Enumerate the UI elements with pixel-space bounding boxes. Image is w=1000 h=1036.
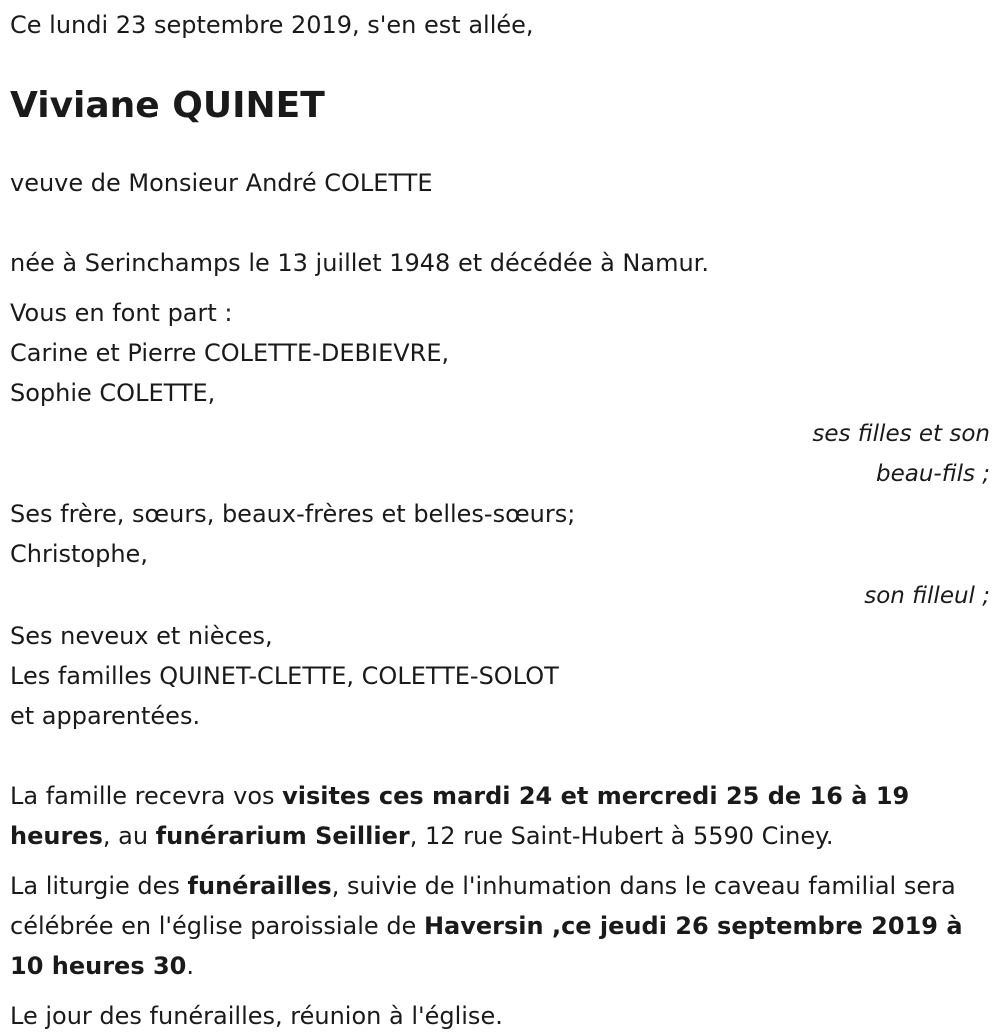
visits-paragraph [10, 776, 990, 856]
announcers-block [10, 293, 990, 736]
announcer-siblings: Ses frère, sœurs, beaux-frères et belles-sœurs; [10, 500, 576, 528]
announcer-others-1: Ses neveux et nièces, [10, 622, 273, 650]
visits-text-3: , 12 rue Saint-Hubert à 5590 Ciney. [409, 822, 834, 850]
funeral-text-2: , suivie de l'inhumation dans le caveau familial sera célébrée en l'église paroissiale de [10, 872, 956, 940]
godson-relation: son filleul ; [864, 583, 990, 609]
deceased-name: Viviane QUINET [10, 85, 325, 126]
funeral-bold-2: Haversin ,ce jeudi 26 septembre 2019 à 10 heures 30 [10, 912, 963, 980]
announcers-heading: Vous en font part : [10, 299, 233, 327]
funeral-paragraph [10, 866, 990, 986]
widow-of-line: veuve de Monsieur André COLETTE [10, 169, 433, 197]
visits-text-2: , au [102, 822, 156, 850]
daughters-relation-line-2: beau-fils ; [875, 461, 990, 487]
announcer-daughter-2: Sophie COLETTE, [10, 379, 216, 407]
reunion-line: Le jour des funérailles, réunion à l'église. [10, 1002, 503, 1030]
daughters-relation-line-1: ses filles et son [812, 421, 990, 447]
announcer-others-3: et apparentées. [10, 702, 201, 730]
funeral-text-3: . [186, 952, 194, 980]
announcer-godson: Christophe, [10, 540, 148, 568]
announcer-daughter-1: Carine et Pierre COLETTE-DEBIEVRE, [10, 339, 450, 367]
funeral-bold-1: funérailles [187, 872, 332, 900]
obituary-page [10, 5, 990, 1036]
visits-text-1: La famille recevra vos [10, 782, 283, 810]
daughters-relation [10, 414, 990, 494]
visits-bold-2: funérarium Seillier [155, 822, 410, 850]
birth-death-line: née à Serinchamps le 13 juillet 1948 et décédée à Namur. [10, 249, 709, 277]
visits-bold-1: visites ces mardi 24 et mercredi 25 de 16 à 19 heures [10, 782, 910, 850]
announcer-others-2: Les familles QUINET-CLETTE, COLETTE-SOLOT [10, 662, 559, 690]
intro-line: Ce lundi 23 septembre 2019, s'en est allée, [10, 11, 534, 39]
funeral-text-1: La liturgie des [10, 872, 188, 900]
